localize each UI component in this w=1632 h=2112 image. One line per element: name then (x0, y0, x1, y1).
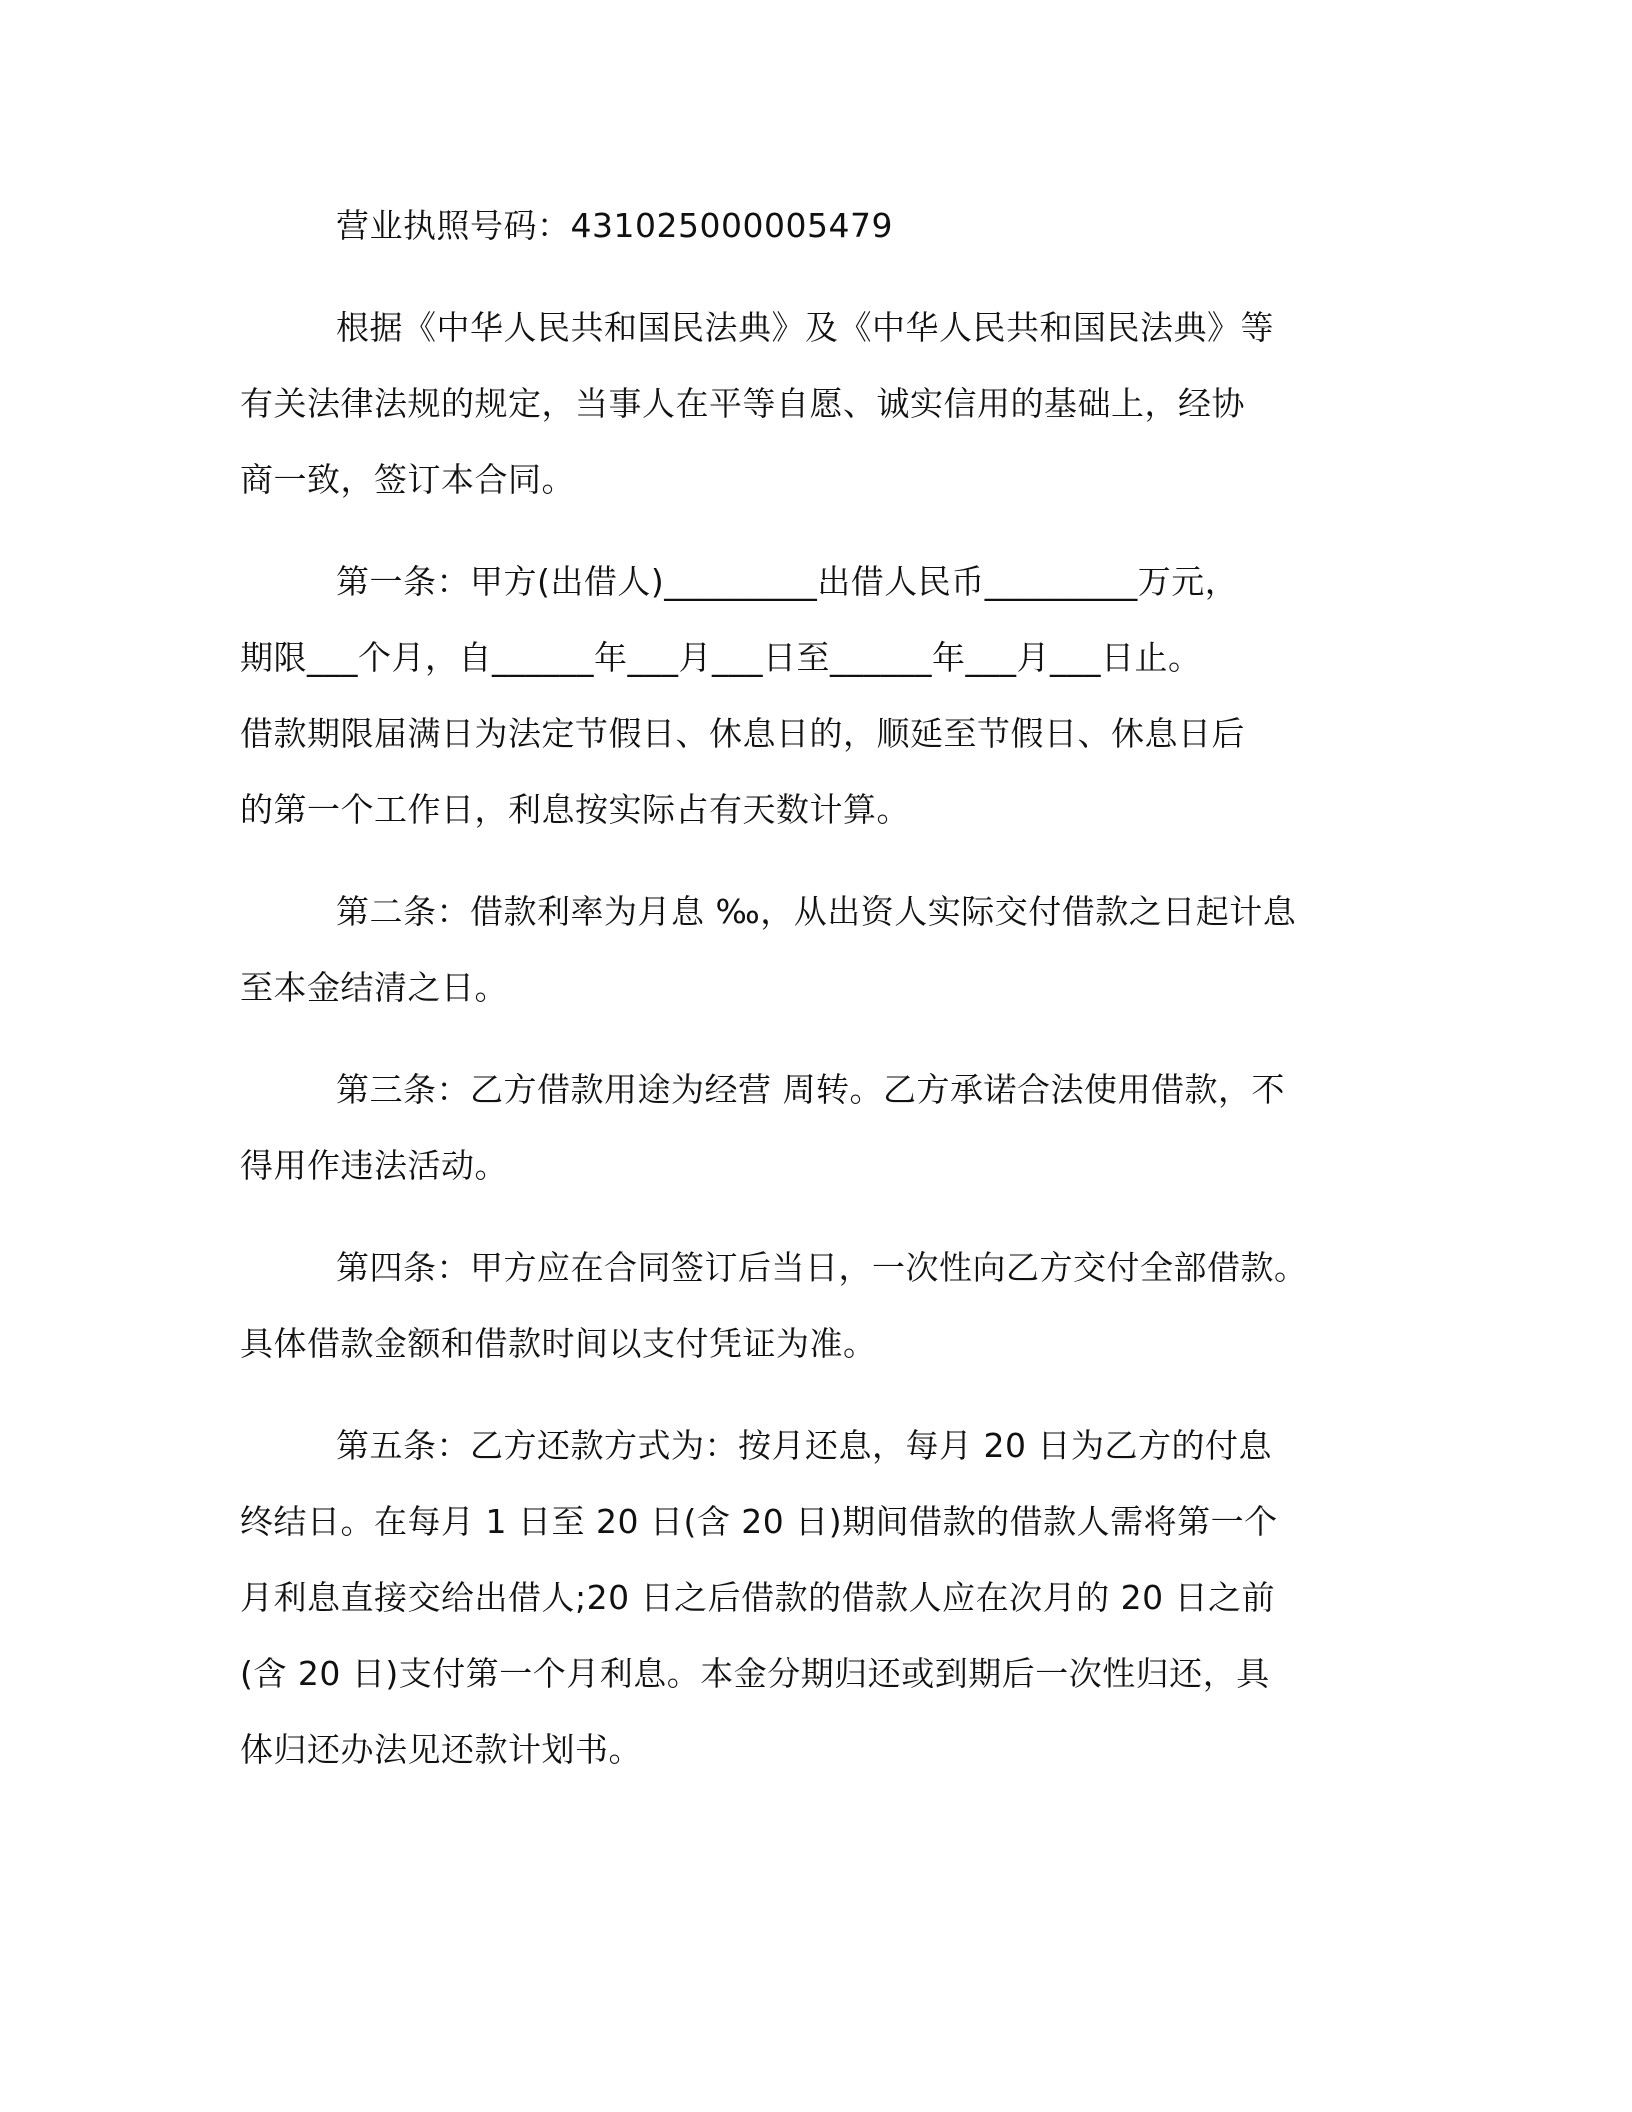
license-number-line (240, 188, 1390, 264)
text-line: 第二条：借款利率为月息 ‰，从出资人实际交付借款之日起计息 (336, 892, 1297, 931)
text-line: 第三条：乙方借款用途为经营 周转。乙方承诺合法使用借款，不 (336, 1070, 1285, 1109)
article-5-paragraph (240, 1408, 1390, 1788)
text-line: 期限___个月，自______年___月___日至______年___月___日止。 (240, 638, 1202, 677)
text-line: 借款期限届满日为法定节假日、休息日的，顺延至节假日、休息日后 (240, 714, 1245, 753)
text-line: 至本金结清之日。 (240, 968, 508, 1007)
text-line: 的第一个工作日，利息按实际占有天数计算。 (240, 790, 910, 829)
article-4-paragraph (240, 1230, 1390, 1382)
text-line: 商一致，签订本合同。 (240, 460, 575, 499)
text-line: (含 20 日)支付第一个月利息。本金分期归还或到期后一次性归还，具 (240, 1654, 1270, 1693)
text-line: 第四条：甲方应在合同签订后当日，一次性向乙方交付全部借款。 (336, 1248, 1308, 1287)
text-line: 根据《中华人民共和国民法典》及《中华人民共和国民法典》等 (336, 308, 1274, 347)
license-number-text: 营业执照号码：431025000005479 (336, 206, 893, 245)
text-line: 月利息直接交给出借人;20 日之后借款的借款人应在次月的 20 日之前 (240, 1578, 1276, 1617)
text-line: 具体借款金额和借款时间以支付凭证为准。 (240, 1324, 877, 1363)
article-3-paragraph (240, 1052, 1390, 1204)
preamble-paragraph (240, 290, 1390, 518)
text-line: 终结日。在每月 1 日至 20 日(含 20 日)期间借款的借款人需将第一个 (240, 1502, 1278, 1541)
text-line: 体归还办法见还款计划书。 (240, 1730, 642, 1769)
text-line: 第五条：乙方还款方式为：按月还息，每月 20 日为乙方的付息 (336, 1426, 1272, 1465)
document-body (240, 188, 1390, 1814)
article-1-paragraph (240, 544, 1390, 848)
text-line: 有关法律法规的规定，当事人在平等自愿、诚实信用的基础上，经协 (240, 384, 1245, 423)
text-line: 得用作违法活动。 (240, 1146, 508, 1185)
article-2-paragraph (240, 874, 1390, 1026)
text-line: 第一条：甲方(出借人)_________出借人民币_________万元， (336, 562, 1239, 601)
